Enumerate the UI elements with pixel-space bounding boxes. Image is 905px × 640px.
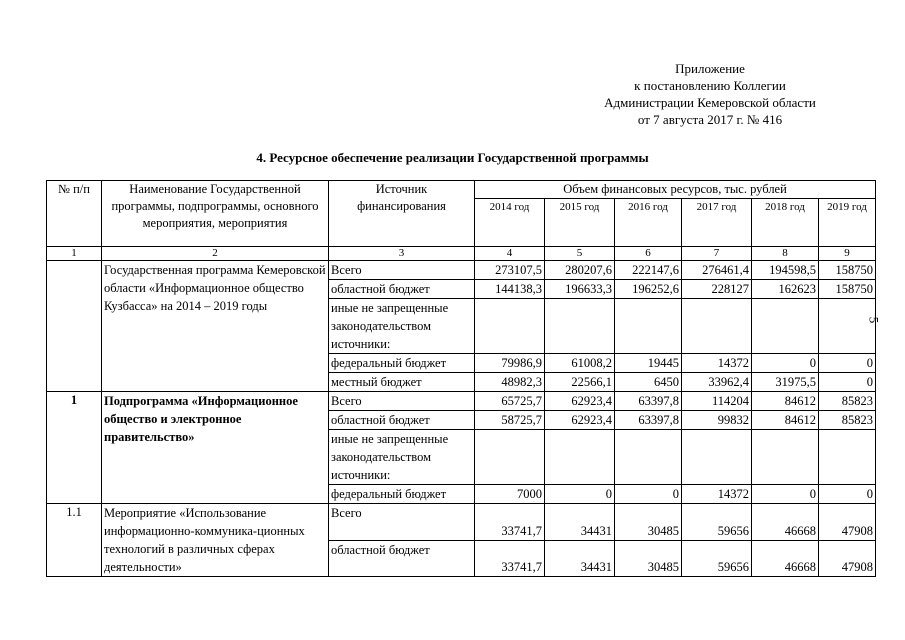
header-year: 2019 год (819, 199, 876, 247)
column-number-row (47, 247, 876, 261)
value-cell: 194598,5 (752, 261, 819, 280)
table-row (47, 392, 876, 411)
column-number: 5 (545, 247, 615, 261)
value-cell: 14372 (682, 485, 752, 504)
funding-source: иные не запрещенные законодательством источники: (329, 430, 475, 485)
value-cell: 85823 (819, 392, 876, 411)
column-number: 4 (475, 247, 545, 261)
row-number: 1 (47, 392, 102, 504)
value-cell: 0 (752, 354, 819, 373)
value-cell: 63397,8 (615, 411, 682, 430)
program-name: Мероприятие «Использование информационно-коммуника-ционных технологий в различных сферах деятельности» (102, 504, 329, 577)
value-cell: 144138,3 (475, 280, 545, 299)
table-row (47, 261, 876, 280)
value-cell (545, 430, 615, 485)
header-source: Источник финансирования (329, 181, 475, 247)
appendix-block (560, 60, 860, 128)
value-cell: 84612 (752, 411, 819, 430)
header-num: № п/п (47, 181, 102, 247)
header-year: 2018 год (752, 199, 819, 247)
program-name: Государственная программа Кемеровской области «Информационное общество Кузбасса» на 2014 – 2019 годы (102, 261, 329, 392)
value-cell (752, 299, 819, 354)
funding-source: федеральный бюджет (329, 485, 475, 504)
funding-source: областной бюджет (329, 540, 475, 577)
value-cell: 228127 (682, 280, 752, 299)
value-cell: 0 (615, 485, 682, 504)
value-cell: 47908 (819, 504, 876, 541)
value-cell: 61008,2 (545, 354, 615, 373)
value-cell (615, 299, 682, 354)
value-cell: 22566,1 (545, 373, 615, 392)
value-cell: 114204 (682, 392, 752, 411)
column-number: 9 (819, 247, 876, 261)
value-cell: 0 (819, 373, 876, 392)
value-cell: 30485 (615, 504, 682, 541)
resource-table (46, 180, 876, 577)
value-cell: 14372 (682, 354, 752, 373)
value-cell: 30485 (615, 540, 682, 577)
header-volume: Объем финансовых ресурсов, тыс. рублей (475, 181, 876, 199)
funding-source: федеральный бюджет (329, 354, 475, 373)
appendix-line-2: к постановлению Коллегии (634, 78, 786, 93)
header-year: 2014 год (475, 199, 545, 247)
appendix-line-1: Приложение (675, 61, 745, 76)
value-cell: 19445 (615, 354, 682, 373)
value-cell: 62923,4 (545, 411, 615, 430)
value-cell: 158750 (819, 261, 876, 280)
value-cell: 7000 (475, 485, 545, 504)
header-row (47, 181, 876, 199)
value-cell (819, 299, 876, 354)
value-cell: 63397,8 (615, 392, 682, 411)
funding-source: местный бюджет (329, 373, 475, 392)
header-name: Наименование Государственной программы, подпрограммы, основного мероприятия, мероприятия (102, 181, 329, 247)
value-cell: 273107,5 (475, 261, 545, 280)
row-number: 1.1 (47, 504, 102, 577)
funding-source: Всего (329, 504, 475, 541)
column-number: 1 (47, 247, 102, 261)
header-year: 2017 год (682, 199, 752, 247)
value-cell: 6450 (615, 373, 682, 392)
value-cell (819, 430, 876, 485)
value-cell: 280207,6 (545, 261, 615, 280)
value-cell (475, 299, 545, 354)
value-cell: 196633,3 (545, 280, 615, 299)
document-title: 4. Ресурсное обеспечение реализации Государственной программы (256, 150, 649, 165)
value-cell: 0 (752, 485, 819, 504)
header-year: 2016 год (615, 199, 682, 247)
value-cell: 79986,9 (475, 354, 545, 373)
table-row (47, 504, 876, 541)
value-cell: 65725,7 (475, 392, 545, 411)
funding-source: иные не запрещенные законодательством источники: (329, 299, 475, 354)
value-cell: 222147,6 (615, 261, 682, 280)
funding-source: областной бюджет (329, 411, 475, 430)
value-cell: 48982,3 (475, 373, 545, 392)
funding-source: областной бюджет (329, 280, 475, 299)
value-cell: 33741,7 (475, 504, 545, 541)
appendix-line-3: Администрации Кемеровской области (604, 95, 816, 110)
value-cell: 34431 (545, 540, 615, 577)
value-cell: 46668 (752, 540, 819, 577)
value-cell: 33741,7 (475, 540, 545, 577)
column-number: 3 (329, 247, 475, 261)
page-number: 5 (866, 316, 882, 324)
value-cell: 276461,4 (682, 261, 752, 280)
value-cell (545, 299, 615, 354)
row-number (47, 261, 102, 392)
value-cell: 85823 (819, 411, 876, 430)
value-cell: 99832 (682, 411, 752, 430)
value-cell: 46668 (752, 504, 819, 541)
funding-source: Всего (329, 392, 475, 411)
funding-source: Всего (329, 261, 475, 280)
value-cell: 47908 (819, 540, 876, 577)
value-cell: 34431 (545, 504, 615, 541)
program-name: Подпрограмма «Информационное общество и электронное правительство» (102, 392, 329, 504)
value-cell (682, 430, 752, 485)
value-cell (752, 430, 819, 485)
value-cell: 162623 (752, 280, 819, 299)
value-cell: 33962,4 (682, 373, 752, 392)
value-cell (475, 430, 545, 485)
value-cell: 59656 (682, 504, 752, 541)
appendix-line-4: от 7 августа 2017 г. № 416 (637, 112, 783, 127)
value-cell: 58725,7 (475, 411, 545, 430)
column-number: 2 (102, 247, 329, 261)
value-cell: 0 (545, 485, 615, 504)
column-number: 8 (752, 247, 819, 261)
value-cell: 31975,5 (752, 373, 819, 392)
column-number: 7 (682, 247, 752, 261)
value-cell: 196252,6 (615, 280, 682, 299)
value-cell: 0 (819, 354, 876, 373)
value-cell: 158750 (819, 280, 876, 299)
column-number: 6 (615, 247, 682, 261)
value-cell (682, 299, 752, 354)
value-cell (615, 430, 682, 485)
value-cell: 62923,4 (545, 392, 615, 411)
value-cell: 0 (819, 485, 876, 504)
value-cell: 84612 (752, 392, 819, 411)
header-year: 2015 год (545, 199, 615, 247)
value-cell: 59656 (682, 540, 752, 577)
